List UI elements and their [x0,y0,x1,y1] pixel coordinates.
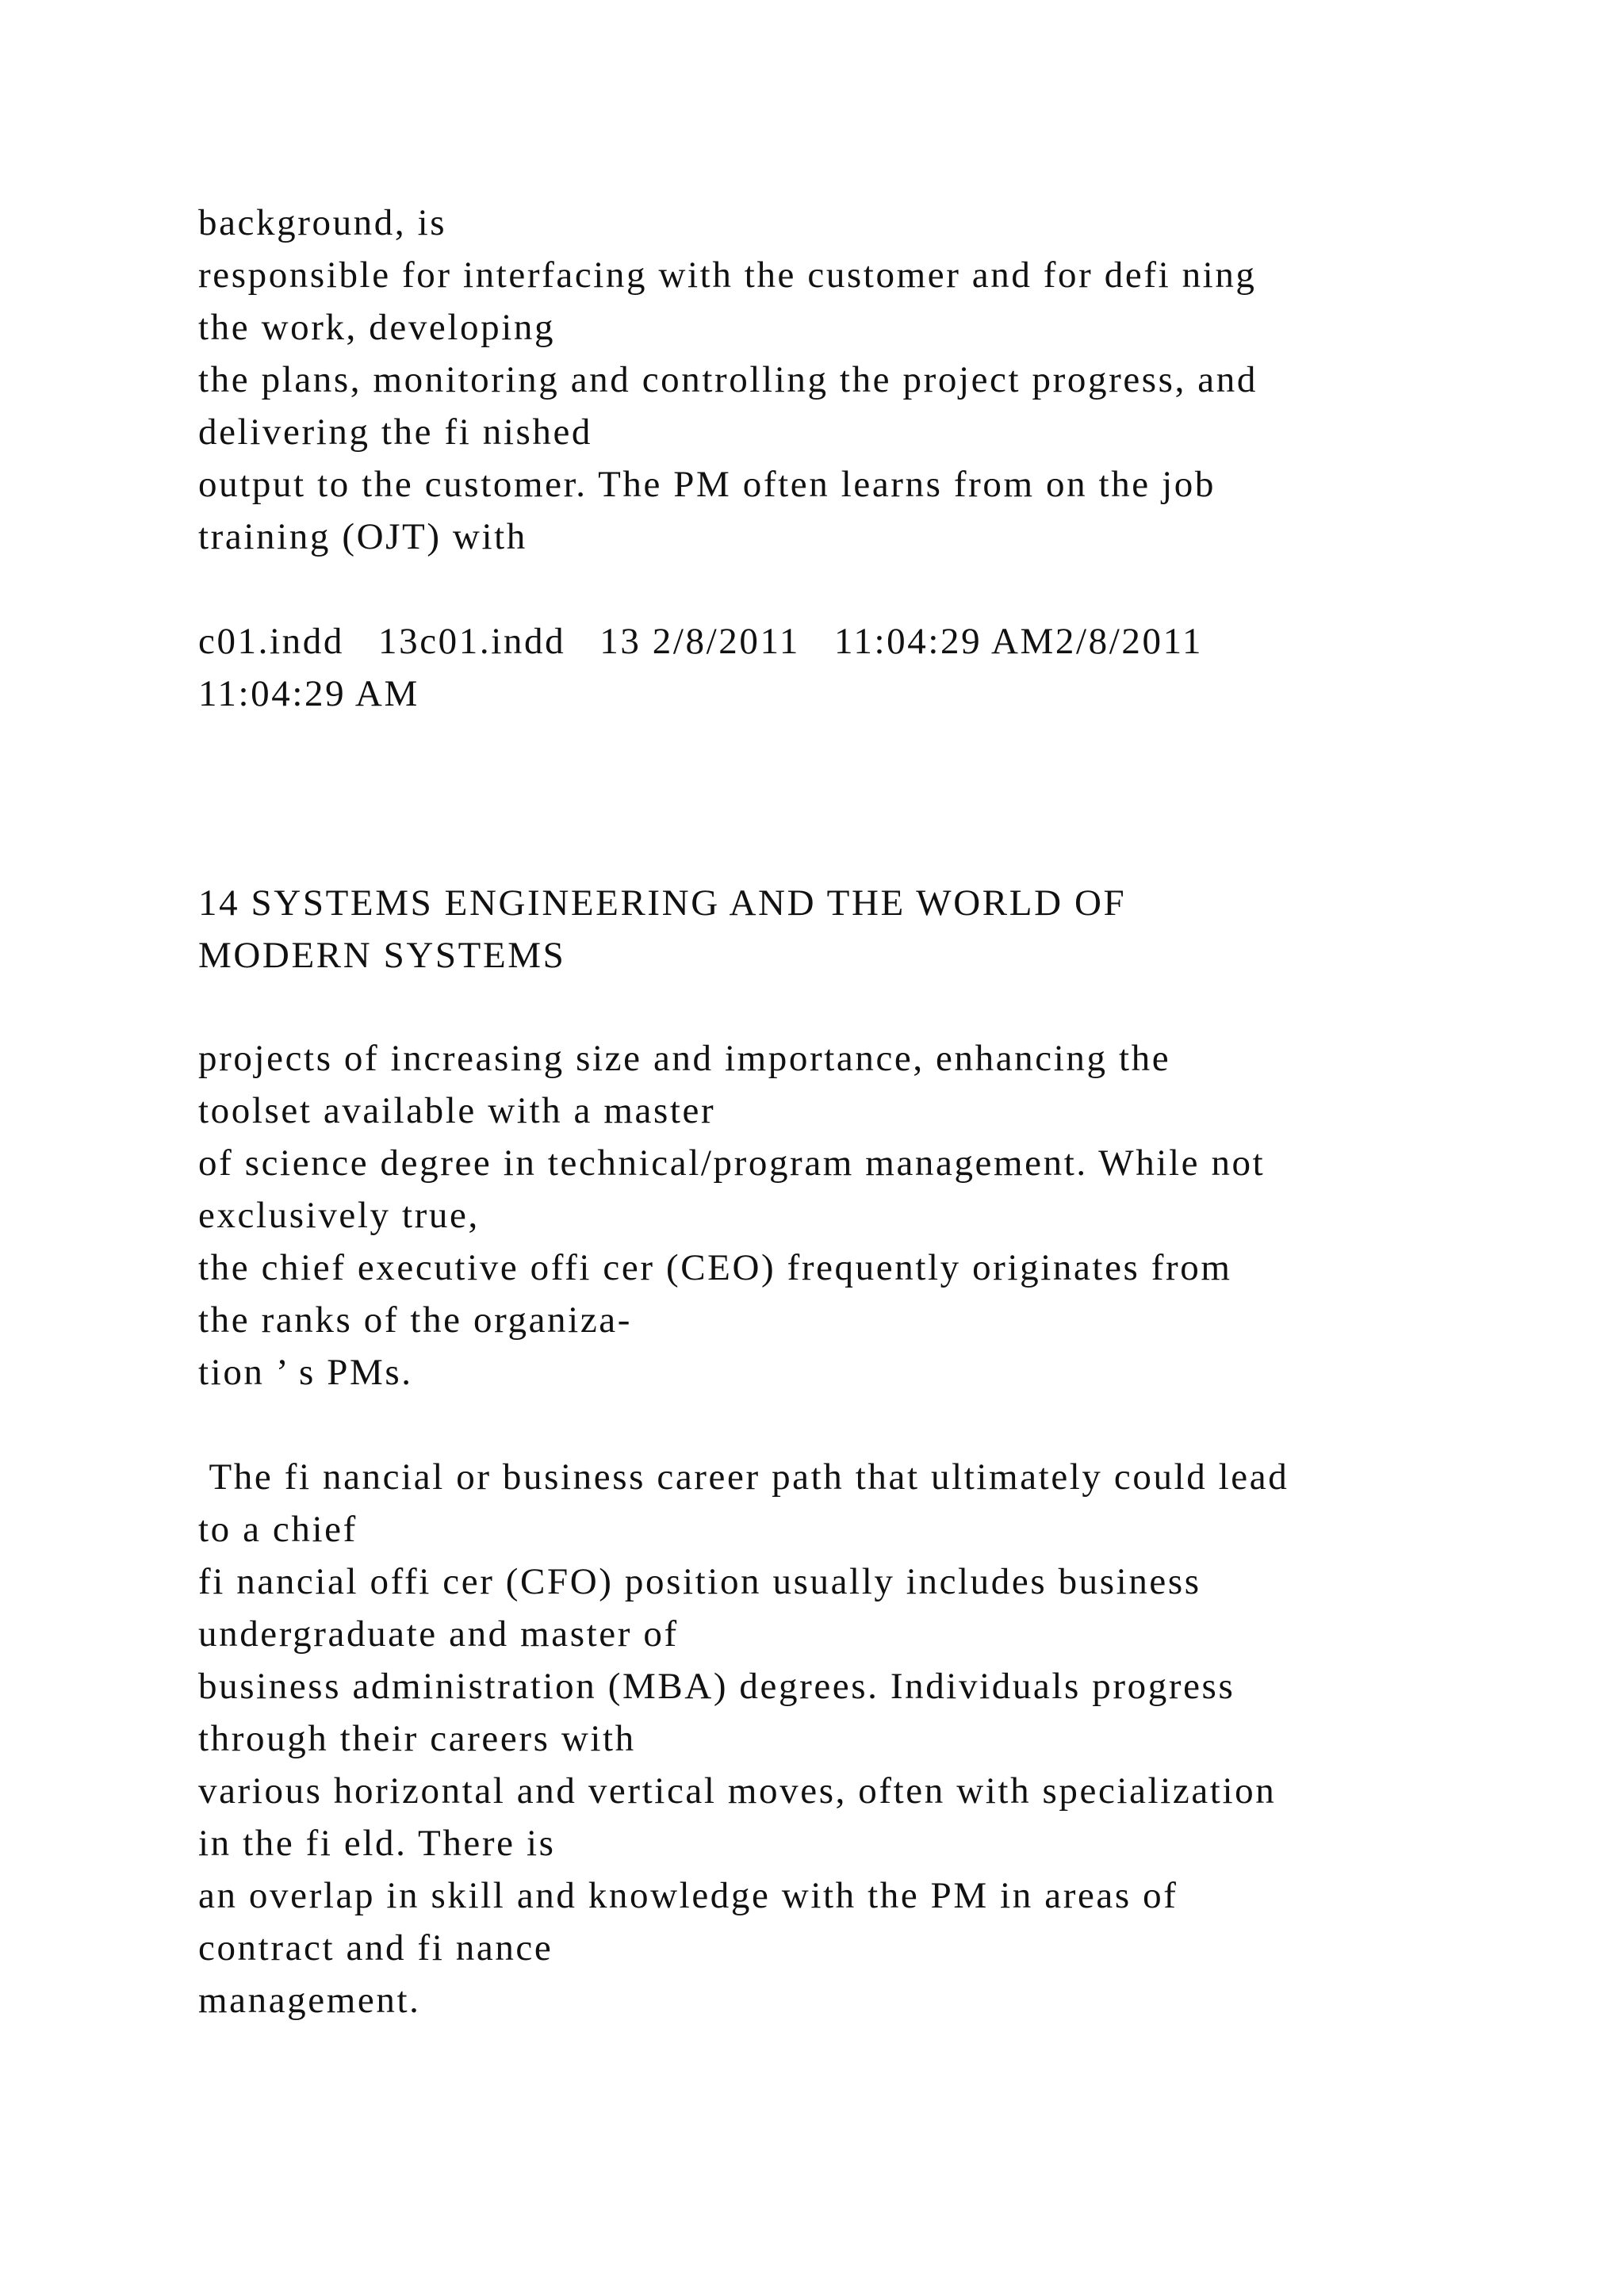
paragraph-pm-responsibilities [198,197,1546,563]
text-line: training (OJT) with [198,516,527,557]
text-line: projects of increasing size and importance, enhancing the [198,1038,1171,1079]
text-line: business administration (MBA) degrees. Individuals progress [198,1666,1235,1707]
text-line: toolset available with a master [198,1090,716,1131]
text-line: output to the customer. The PM often learns from on the job [198,464,1216,505]
paragraph-financial-career [198,1451,1546,2026]
text-line: in the fi eld. There is [198,1823,556,1864]
running-header [198,877,1546,982]
text-line: through their careers with [198,1718,636,1759]
text-line: responsible for interfacing with the customer and for defi ning [198,254,1257,296]
text-line: c01.indd 13c01.indd 13 2/8/2011 11:04:29 AM2/8/2011 [198,621,1204,662]
text-line: the ranks of the organiza- [198,1299,632,1341]
text-line: various horizontal and vertical moves, often with specialization [198,1770,1277,1812]
text-line: fi nancial offi cer (CFO) position usually includes business [198,1561,1201,1602]
text-line: exclusively true, [198,1195,480,1236]
text-line: 14 SYSTEMS ENGINEERING AND THE WORLD OF [198,882,1127,924]
file-slug-footer [198,615,1546,720]
text-line: 11:04:29 AM [198,673,419,714]
text-line: to a chief [198,1509,358,1550]
text-line: The fi nancial or business career path that ultimately could lead [198,1456,1289,1498]
text-line: an overlap in skill and knowledge with the PM in areas of [198,1875,1178,1916]
text-line: tion ’ s PMs. [198,1352,413,1393]
text-line: the plans, monitoring and controlling the project progress, and [198,359,1258,400]
text-line: of science degree in technical/program management. While not [198,1142,1266,1184]
text-line: the chief executive offi cer (CEO) frequently originates from [198,1247,1232,1288]
text-line: the work, developing [198,307,556,348]
paragraph-pm-career [198,1032,1546,1399]
text-line: MODERN SYSTEMS [198,935,566,976]
text-line: delivering the fi nished [198,411,593,453]
text-line: contract and fi nance [198,1927,553,1969]
text-line: management. [198,1980,421,2021]
text-line: undergraduate and master of [198,1613,679,1655]
text-line: background, is [198,202,447,243]
